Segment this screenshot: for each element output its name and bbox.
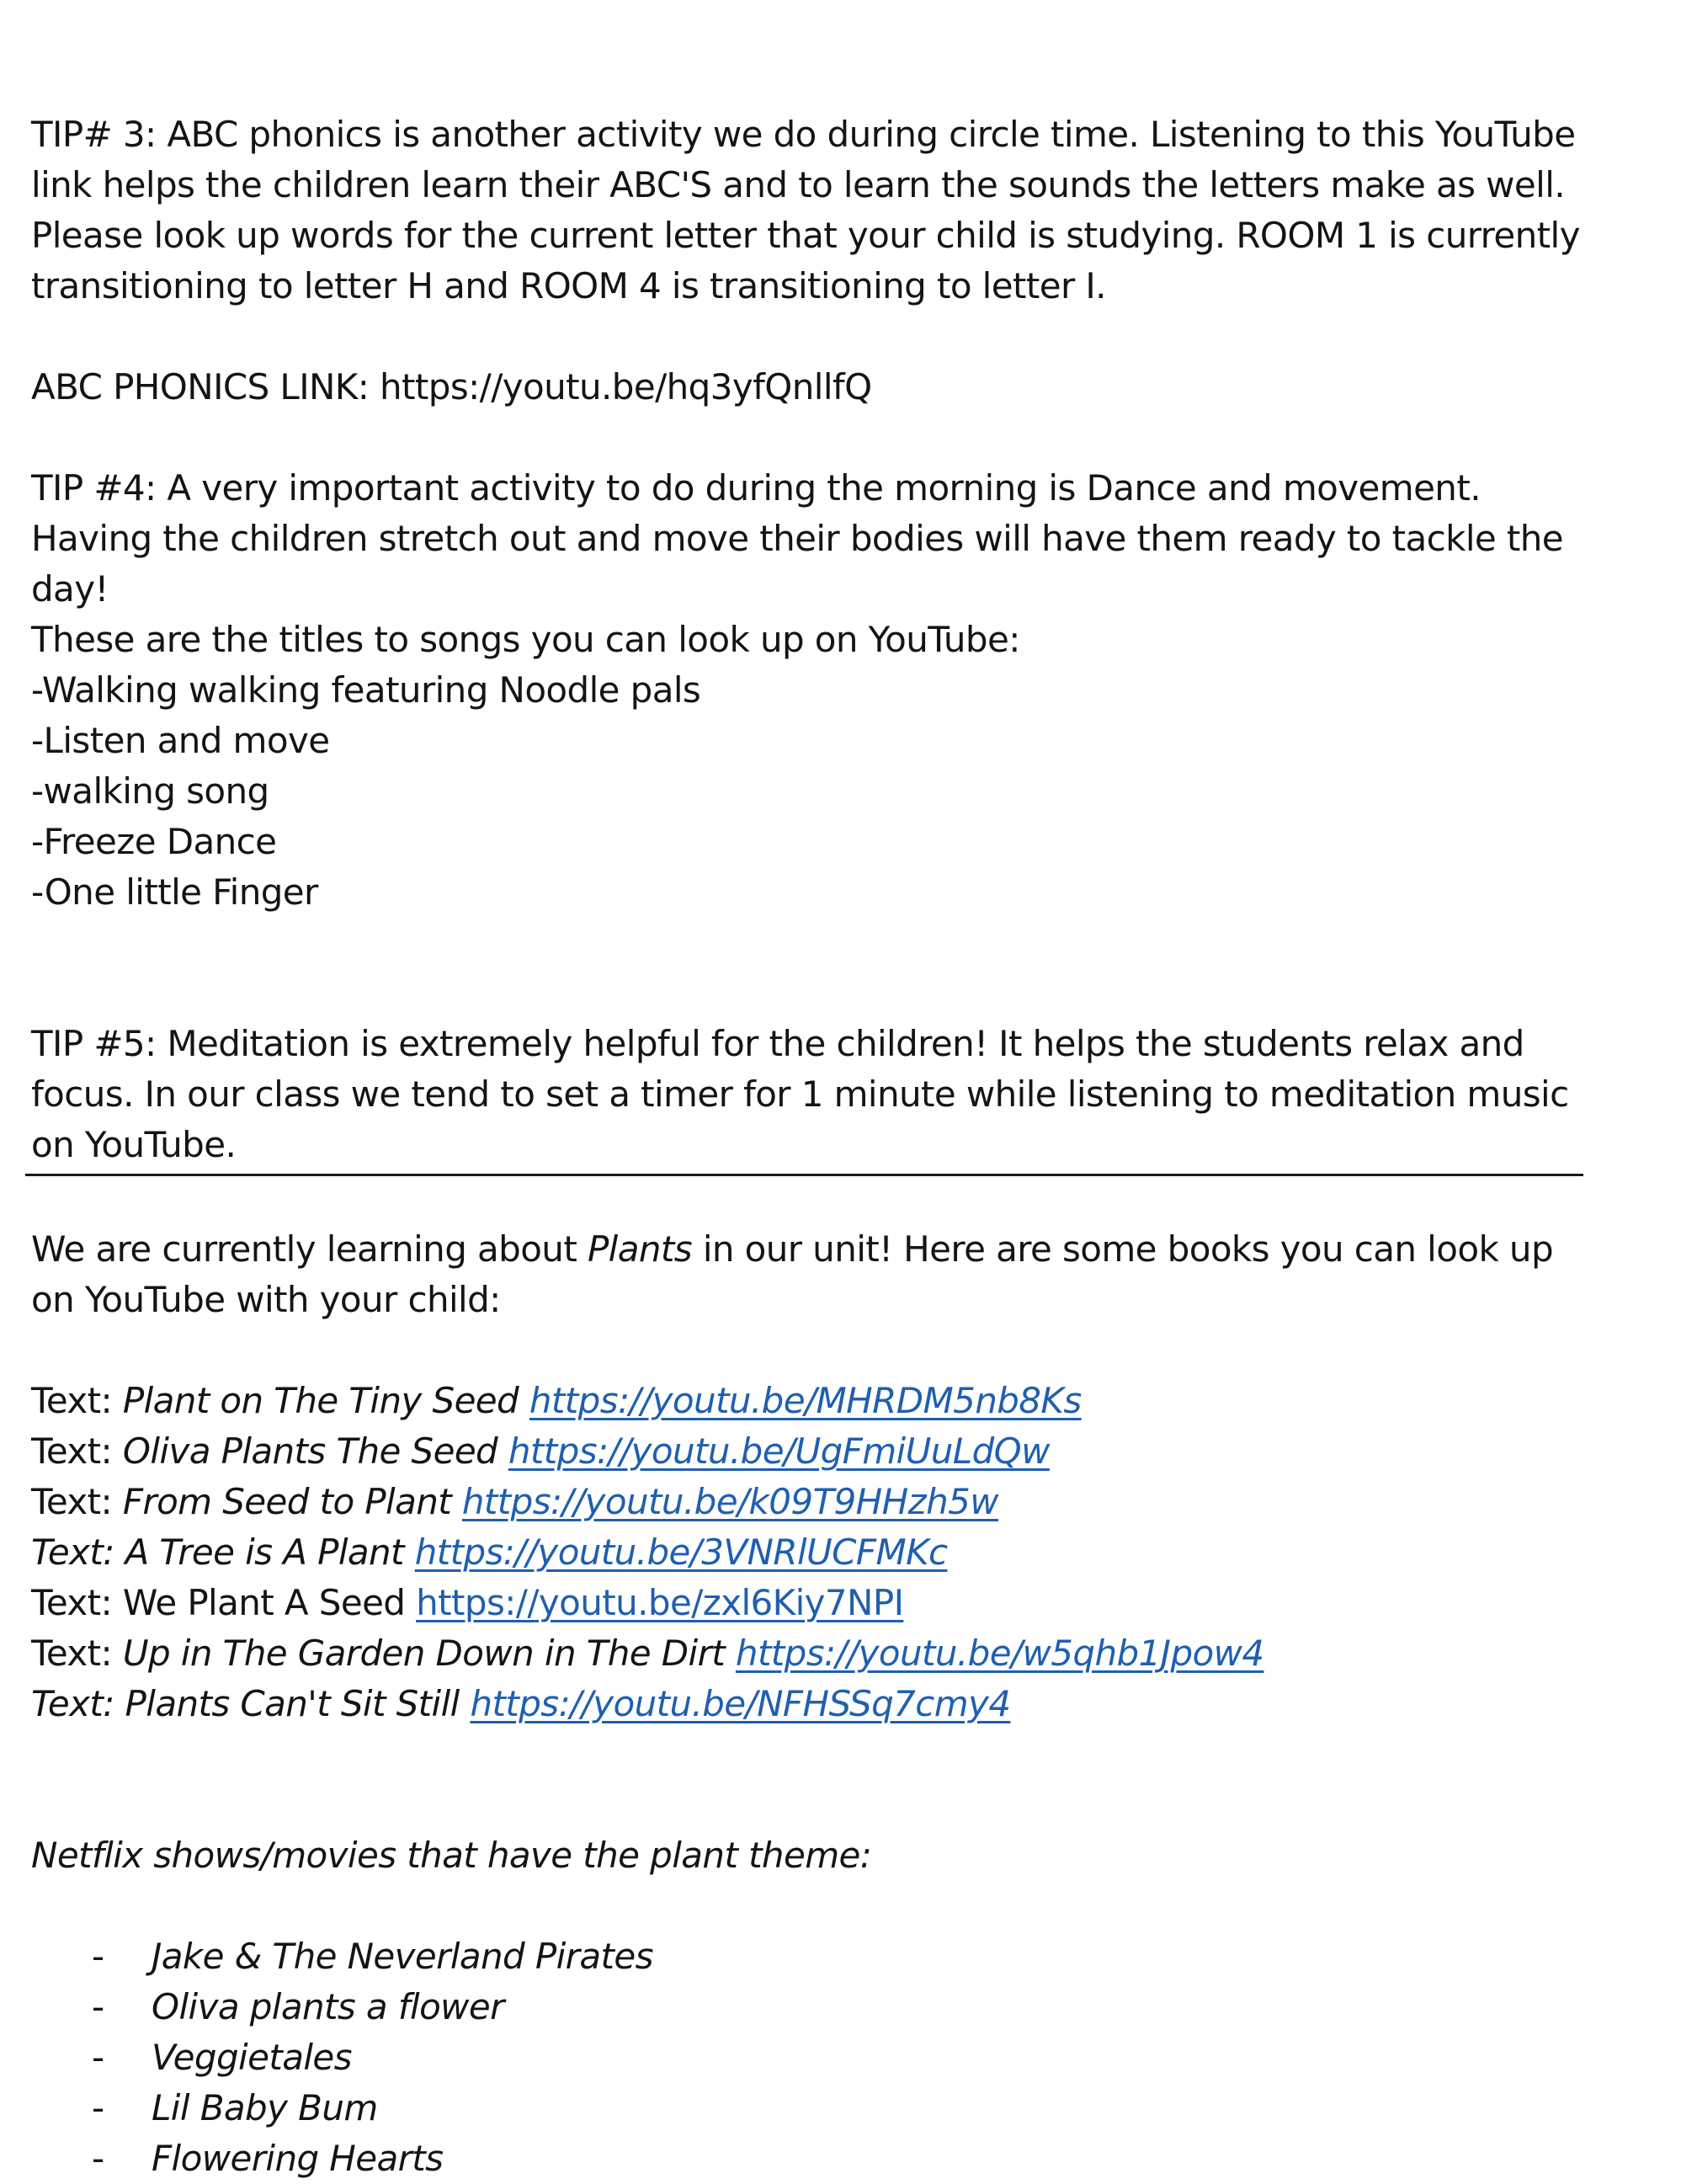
book-label: Text: [31, 1531, 125, 1573]
book-link[interactable]: https://youtu.be/MHRDM5nb8Ks [529, 1380, 1082, 1421]
show-title: Oliva plants a flower [152, 1986, 504, 2027]
unit-text-after: in our unit! Here are some books you can look up on YouTube with your child: [31, 1228, 1554, 1320]
book-title: Plants Can't Sit Still [125, 1683, 460, 1724]
netflix-show-list [31, 1931, 1580, 2184]
book-link[interactable]: https://youtu.be/NFHSSq7cmy4 [470, 1683, 1011, 1724]
book-label: Text: [31, 1481, 123, 1522]
book-item [31, 1679, 1580, 1729]
bullet-dash: - [92, 2037, 104, 2078]
bullet-dash: - [92, 1986, 104, 2027]
book-link[interactable]: https://youtu.be/k09T9HHzh5w [461, 1481, 998, 1522]
book-link[interactable]: https://youtu.be/zxl6Kiy7NPI [416, 1582, 904, 1623]
tip5-paragraph: TIP #5: Meditation is extremely helpful for the children! It helps the students relax and focus. In our class we tend to set a timer for 1 minute while listening to meditation music on YouTube. [31, 1023, 1569, 1165]
song-item: -Freeze Dance [31, 821, 277, 862]
book-label: Text: [31, 1582, 123, 1623]
book-item [31, 1527, 1580, 1578]
book-item [31, 1578, 1580, 1628]
book-list [31, 1376, 1580, 1729]
book-link[interactable]: https://youtu.be/UgFmiUuLdQw [508, 1430, 1050, 1472]
list-item [31, 1982, 1580, 2032]
show-title: Veggietales [152, 2037, 352, 2078]
book-title: Plant on The Tiny Seed [122, 1380, 519, 1421]
book-link[interactable]: https://youtu.be/w5qhb1Jpow4 [735, 1633, 1264, 1674]
songs-intro: These are the titles to songs you can look up on YouTube: [31, 619, 1020, 660]
book-title: Up in The Garden Down in The Dirt [122, 1633, 726, 1674]
song-item: -Walking walking featuring Noodle pals [31, 669, 701, 711]
book-item [31, 1477, 1580, 1527]
song-item: -One little Finger [31, 871, 318, 913]
tip3-paragraph: TIP# 3: ABC phonics is another activity we do during circle time. Listening to this YouTube link helps the children learn their ABC'S and to learn the sounds the letters make as well. Please look up words for the current letter that your child is studying. ROOM 1 is currently transitioning to letter H and ROOM 4 is transitioning to letter I. [31, 114, 1580, 306]
book-title: Oliva Plants The Seed [122, 1430, 508, 1472]
document-page [31, 109, 1580, 2184]
show-title: Jake & The Neverland Pirates [152, 1936, 653, 1977]
bullet-dash: - [92, 2087, 104, 2128]
book-item [31, 1628, 1580, 1679]
unit-text-before: We are currently learning about [31, 1228, 588, 1270]
song-item: -walking song [31, 770, 269, 812]
list-item [31, 2133, 1580, 2184]
tip4-paragraph: TIP #4: A very important activity to do during the morning is Dance and movement. Having the children stretch out and move their bodies will have them ready to tackle the day! [31, 467, 1564, 610]
song-list [31, 665, 1580, 918]
book-title: We Plant A Seed [122, 1582, 406, 1623]
unit-paragraph [31, 1224, 1580, 1325]
bullet-dash: - [92, 1936, 104, 1977]
book-link[interactable]: https://youtu.be/3VNRlUCFMKc [414, 1531, 948, 1573]
show-title: Lil Baby Bum [152, 2087, 378, 2128]
book-label: Text: [31, 1683, 125, 1724]
list-item [31, 2083, 1580, 2133]
show-title: Flowering Hearts [152, 2138, 444, 2179]
unit-topic: Plants [587, 1228, 693, 1270]
book-label: Text: [31, 1430, 123, 1472]
horizontal-divider [25, 1174, 1583, 1176]
bullet-dash: - [92, 2138, 104, 2179]
book-title: From Seed to Plant [122, 1481, 452, 1522]
list-item [31, 2032, 1580, 2083]
book-label: Text: [31, 1633, 123, 1674]
book-title: A Tree is A Plant [125, 1531, 404, 1573]
abc-phonics-link-line: ABC PHONICS LINK: https://youtu.be/hq3yfQnllfQ [31, 366, 872, 408]
book-label: Text: [31, 1380, 123, 1421]
netflix-heading: Netflix shows/movies that have the plant theme: [31, 1835, 872, 1876]
book-item [31, 1376, 1580, 1426]
book-item [31, 1426, 1580, 1477]
list-item [31, 1931, 1580, 1982]
song-item: -Listen and move [31, 720, 330, 761]
